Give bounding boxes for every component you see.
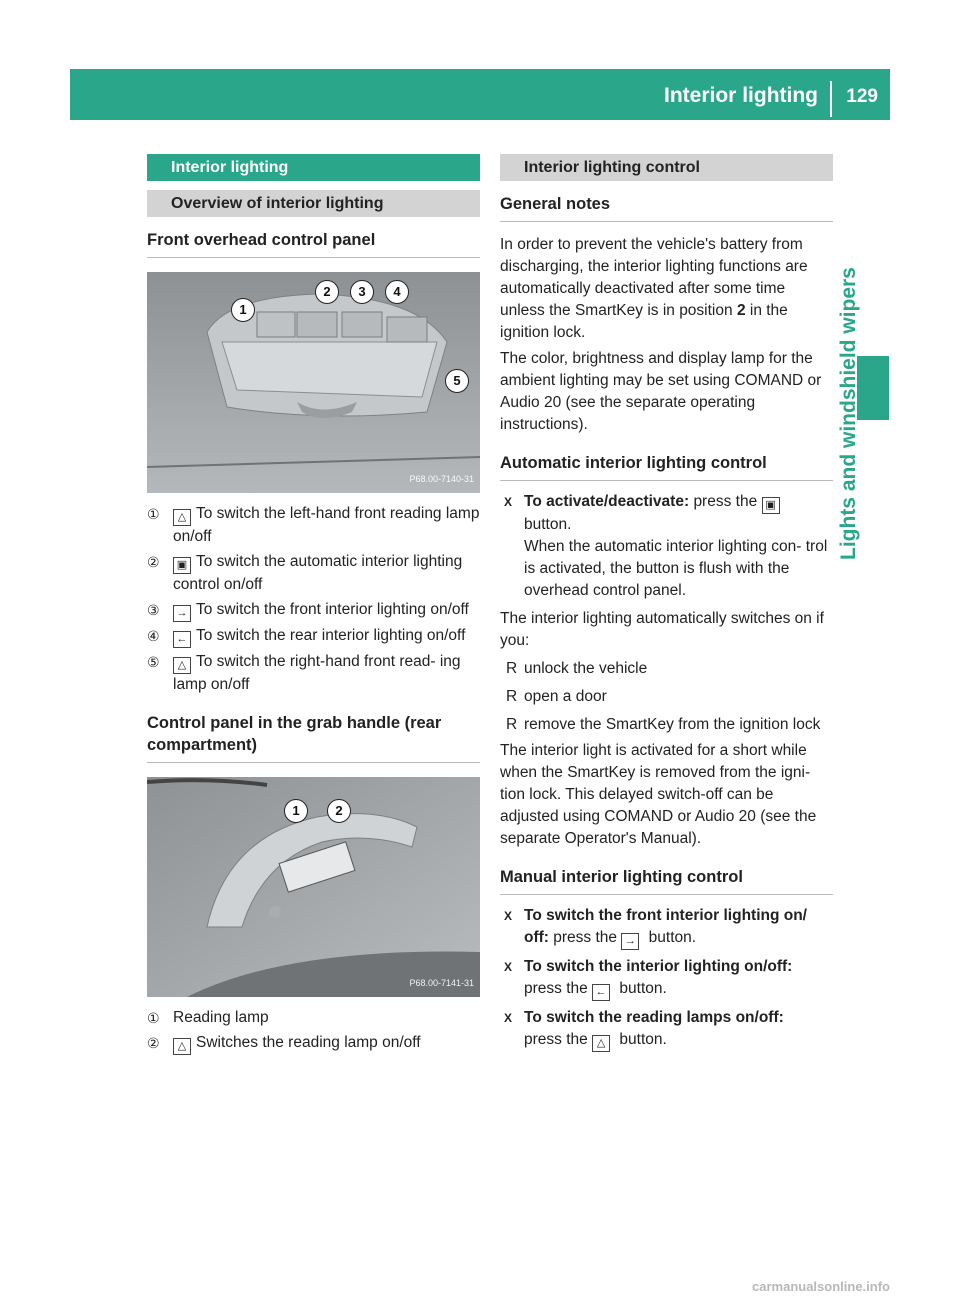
callout-2: 2: [315, 280, 339, 304]
callout-1: 1: [231, 298, 255, 322]
list-text: remove the SmartKey from the ignition lock: [524, 716, 821, 733]
step-detail: When the automatic interior lighting con- trol is activated, the button is flush with the overhead control panel.: [524, 538, 828, 599]
right-column: [500, 154, 833, 1052]
photo-code: P68.00-7140-31: [409, 474, 474, 484]
text: In order to prevent the vehicle's battery from discharging, the interior lighting functions are automatically deactivated after some time unless the SmartKey is in position: [500, 236, 808, 319]
legend-text: To switch the right-hand front read- ing lamp on/off: [173, 653, 461, 693]
manual-control-heading: Manual interior lighting control: [500, 866, 833, 895]
legend-item: [147, 599, 480, 622]
callout-1: 1: [284, 799, 308, 823]
auto-lighting-icon: ▣: [173, 557, 191, 574]
list-item: [500, 658, 833, 680]
running-header: [70, 69, 890, 120]
legend-number: ⑤: [147, 654, 160, 670]
footer-watermark: carmanualsonline.info: [752, 1279, 890, 1294]
auto-lighting-icon: ▣: [762, 497, 780, 514]
legend-number: ①: [147, 506, 160, 522]
step-text: button.: [648, 929, 697, 946]
legend-text: To switch the left-hand front reading lamp on/off: [173, 505, 480, 545]
rear-lighting-icon: ←: [592, 984, 610, 1001]
reading-lamp-icon: △: [592, 1035, 610, 1052]
list-text: open a door: [524, 688, 607, 705]
step-text: button.: [619, 980, 667, 997]
callout-4: 4: [385, 280, 409, 304]
front-lighting-icon: →: [173, 605, 191, 622]
legend-number: ④: [147, 628, 160, 644]
legend-number: ②: [147, 1035, 160, 1051]
header-title: Interior lighting: [664, 84, 818, 107]
callout-2: 2: [327, 799, 351, 823]
list-item: [500, 714, 833, 736]
reading-lamp-icon: △: [173, 1038, 191, 1055]
auto-paragraph-2: The interior light is activated for a short while when the SmartKey is removed from the igni- tion lock. This delayed switch-off can be adjusted using COMAND or Audio 20 (see the separate Operator's Manual).: [500, 742, 817, 847]
legend-item: [147, 551, 480, 596]
grab-handle-heading: Control panel in the grab handle (rear compartment): [147, 712, 480, 763]
instruction-step: [500, 1007, 833, 1052]
left-column: [147, 154, 480, 1055]
legend-item: [147, 503, 480, 548]
front-overhead-panel-photo: [147, 272, 480, 493]
step-label: To switch the front interior lighting on/ off:: [524, 907, 807, 946]
step-label: To activate/deactivate:: [524, 493, 690, 510]
auto-paragraph: The interior lighting automatically switches on if you:: [500, 610, 824, 649]
step-text: press the: [693, 493, 758, 510]
reading-lamp-icon: △: [173, 657, 191, 674]
step-text: press the: [553, 929, 618, 946]
section-title: Interior lighting control: [500, 154, 833, 181]
legend-item: [147, 625, 480, 648]
legend-text: Switches the reading lamp on/off: [196, 1034, 421, 1051]
legend-text: Reading lamp: [173, 1009, 269, 1026]
subsection-title: Overview of interior lighting: [147, 190, 480, 217]
instruction-step: [500, 905, 833, 950]
step-arrow-icon: X: [504, 960, 513, 974]
step-arrow-icon: X: [504, 1011, 513, 1025]
legend-text: To switch the front interior lighting on/off: [196, 601, 469, 618]
step-arrow-icon: X: [504, 909, 513, 923]
general-notes-heading: General notes: [500, 193, 833, 222]
general-paragraph-1: [500, 234, 833, 344]
list-item: [500, 686, 833, 708]
step-label: To switch the reading lamps on/off:: [524, 1009, 784, 1026]
text: in the ignition lock.: [500, 302, 788, 341]
automatic-control-heading: Automatic interior lighting control: [500, 452, 833, 481]
instruction-step: [500, 956, 833, 1001]
legend-item: [147, 1007, 480, 1029]
page-number: 129: [846, 86, 878, 107]
legend-number: ②: [147, 554, 160, 570]
step-text: button.: [524, 516, 572, 533]
rear-lighting-icon: ←: [173, 631, 191, 648]
step-text: press the: [524, 1031, 588, 1048]
section-title: Interior lighting: [147, 154, 480, 181]
chapter-tab-marker: [857, 356, 889, 420]
step-label: To switch the interior lighting on/off:: [524, 958, 793, 975]
front-panel-legend: [147, 503, 480, 696]
callout-5: 5: [445, 369, 469, 393]
header-separator: [830, 81, 832, 117]
grab-handle-illustration: [147, 777, 480, 997]
reading-lamp-icon: △: [173, 509, 191, 526]
legend-item: [147, 651, 480, 696]
list-text: unlock the vehicle: [524, 660, 648, 677]
step-text: press the: [524, 980, 588, 997]
front-panel-heading: Front overhead control panel: [147, 229, 480, 258]
legend-number: ③: [147, 602, 160, 618]
legend-item: [147, 1032, 480, 1055]
front-lighting-icon: →: [621, 933, 639, 950]
bullet-icon: R: [506, 660, 518, 677]
front-panel-illustration: [147, 272, 480, 493]
bullet-icon: R: [506, 716, 518, 733]
step-text: button.: [619, 1031, 667, 1048]
instruction-step: [500, 491, 833, 602]
callout-3: 3: [350, 280, 374, 304]
legend-text: To switch the rear interior lighting on/off: [196, 627, 466, 644]
grab-handle-legend: [147, 1007, 480, 1055]
step-arrow-icon: X: [504, 495, 513, 509]
chapter-tab-label: Lights and windshield wipers: [837, 267, 860, 560]
photo-code: P68.00-7141-31: [409, 978, 474, 988]
legend-text: To switch the automatic interior lighting control on/off: [173, 553, 463, 593]
key-position: 2: [736, 302, 746, 319]
bullet-icon: R: [506, 688, 518, 705]
general-paragraph-2: The color, brightness and display lamp for the ambient lighting may be set using COMAND or Audio 20 (see the separate operating instructions).: [500, 350, 822, 433]
legend-number: ①: [147, 1010, 160, 1026]
grab-handle-photo: [147, 777, 480, 997]
